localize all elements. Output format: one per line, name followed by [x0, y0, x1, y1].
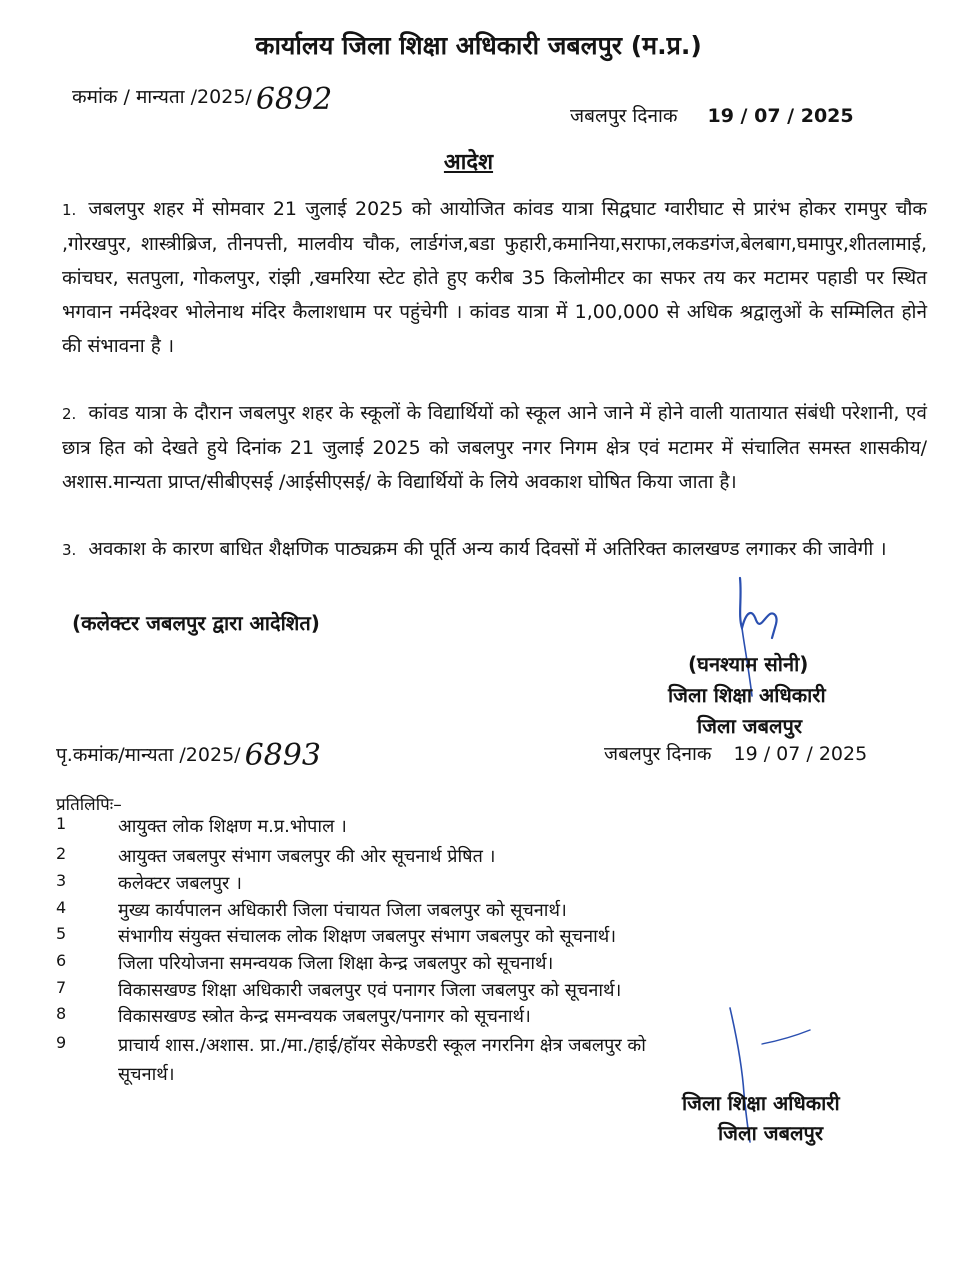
signature-image: [712, 568, 822, 698]
copy-item-number: 6: [56, 951, 67, 970]
order-heading-text: आदेश: [443, 150, 494, 175]
copy-item-text: विकासखण्ड शिक्षा अधिकारी जबलपुर एवं पनागर जिला जबलपुर को सूचनार्थ।: [118, 980, 622, 1001]
paragraph-number: 1.: [62, 201, 77, 219]
endorsement-date-line: [604, 740, 867, 766]
reference-number-line: [72, 76, 333, 117]
copy-item-text: विकासखण्ड स्त्रोत केन्द्र समन्वयक जबलपुर/पनागर को सूचनार्थ।: [118, 1006, 531, 1027]
copy-item-text: सूचनार्थ।: [118, 1064, 175, 1085]
order-paragraph-3: [62, 532, 927, 567]
copy-item-text: प्राचार्य शास./अशास. प्रा./मा./हाई/हॉयर सेकेण्डरी स्कूल नगरनिग क्षेत्र जबलपुर को: [118, 1035, 646, 1056]
paragraph-number: 3.: [62, 541, 77, 559]
reference-number-handwritten: 6892: [255, 82, 333, 117]
endorsement-date-label: जबलपुर दिनाक: [604, 743, 712, 765]
copy-item-text: आयुक्त जबलपुर संभाग जबलपुर की ओर सूचनार्थ प्रेषित ।: [118, 846, 496, 867]
copy-item-text: संभागीय संयुक्त संचालक लोक शिक्षण जबलपुर संभाग जबलपुर को सूचनार्थ।: [118, 926, 617, 947]
copy-item-number: 3: [56, 871, 67, 890]
copy-item-number: 1: [56, 814, 67, 833]
signatory-name: (घनश्याम सोनी): [688, 652, 809, 676]
order-heading: [0, 146, 957, 176]
signatory-title: जिला शिक्षा अधिकारी: [668, 683, 826, 707]
office-title: कार्यालय जिला शिक्षा अधिकारी जबलपुर (म.प्र.): [255, 31, 702, 60]
order-date-line: [570, 102, 854, 128]
paragraph-number: 2.: [62, 405, 77, 423]
signatory-2-district: जिला जबलपुर: [718, 1121, 824, 1145]
endorsement-reference-line: [56, 734, 321, 773]
endorsement-reference-number-handwritten: 6893: [244, 738, 321, 773]
copy-item-number: 7: [56, 978, 67, 997]
date-value: 19 / 07 / 2025: [707, 105, 854, 127]
copy-item-number: 4: [56, 898, 67, 917]
copy-item-number: 5: [56, 924, 67, 943]
copy-item-text: जिला परियोजना समन्वयक जिला शिक्षा केन्द्र जबलपुर को सूचनार्थ।: [118, 953, 554, 974]
copy-item-text: कलेक्टर जबलपुर ।: [118, 873, 242, 894]
copy-to-heading: प्रतिलिपिः–: [56, 795, 122, 815]
paragraph-text: जबलपुर शहर में सोमवार 21 जुलाई 2025 को आयोजित कांवड यात्रा सिद्वघाट ग्वारीघाट से प्रारंभ होकर रामपुर चौक ,गोरखपुर, शास्त्रीब्रिज, तीनपत्ती, मालवीय चौक, लार्डगंज,बडा फुहारी,कमानिया,सराफा,लकडगंज,बेलबाग,घमापुर,शीतलामाई, कांचघर, सतपुला, गोकलपुर, रांझी ,खमरिया स्टेट होते हुए करीब 35 किलोमीटर का सफर तय कर मटामर पहाडी पर स्थित भगवान नर्मदेश्वर भोलेनाथ मंदिर कैलाशधाम पर पहुंचेगी । कांवड यात्रा में 1,00,000 से अधिक श्रद्वालुओं के सम्मिलित होने की संभावना है ।: [62, 198, 927, 357]
endorsement-date-value: 19 / 07 / 2025: [733, 743, 868, 765]
copy-item-number: 2: [56, 844, 67, 863]
copy-item-text: मुख्य कार्यपालन अधिकारी जिला पंचायत जिला जबलपुर को सूचनार्थ।: [118, 900, 567, 921]
endorsement-reference-prefix: पृ.कमांक/मान्यता /2025/: [56, 744, 241, 766]
date-label: जबलपुर दिनाक: [570, 105, 678, 127]
signatory-2-title: जिला शिक्षा अधिकारी: [682, 1091, 840, 1115]
copy-item-number: 9: [56, 1033, 67, 1052]
copy-item-text: आयुक्त लोक शिक्षण म.प्र.भोपाल ।: [118, 816, 347, 837]
paragraph-text: कांवड यात्रा के दौरान जबलपुर शहर के स्कूलों के विद्यार्थियों को स्कूल आने जाने में होने वाली यातायात संबंधी परेशानी, एवं छात्र हित को देखते हुये दिनांक 21 जुलाई 2025 को जबलपुर नगर निगम क्षेत्र एवं मटामर में संचालित समस्त शासकीय/अशास.मान्यता प्राप्त/सीबीएसई /आईसीएसई/ के विद्यार्थियों के लिये अवकाश घोषित किया जाता है।: [62, 402, 927, 493]
order-paragraph-2: [62, 396, 927, 499]
paragraph-text: अवकाश के कारण बाधित शैक्षणिक पाठ्यक्रम की पूर्ति अन्य कार्य दिवसों में अतिरिक्त कालखण्ड लगाकर की जावेगी ।: [88, 538, 887, 560]
order-paragraph-1: [62, 192, 927, 363]
copy-item-number: 8: [56, 1004, 67, 1023]
signatory-district: जिला जबलपुर: [697, 714, 803, 738]
collector-note: (कलेक्टर जबलपुर द्वारा आदेशित): [72, 611, 320, 635]
reference-prefix: कमांक / मान्यता /2025/: [72, 86, 252, 108]
